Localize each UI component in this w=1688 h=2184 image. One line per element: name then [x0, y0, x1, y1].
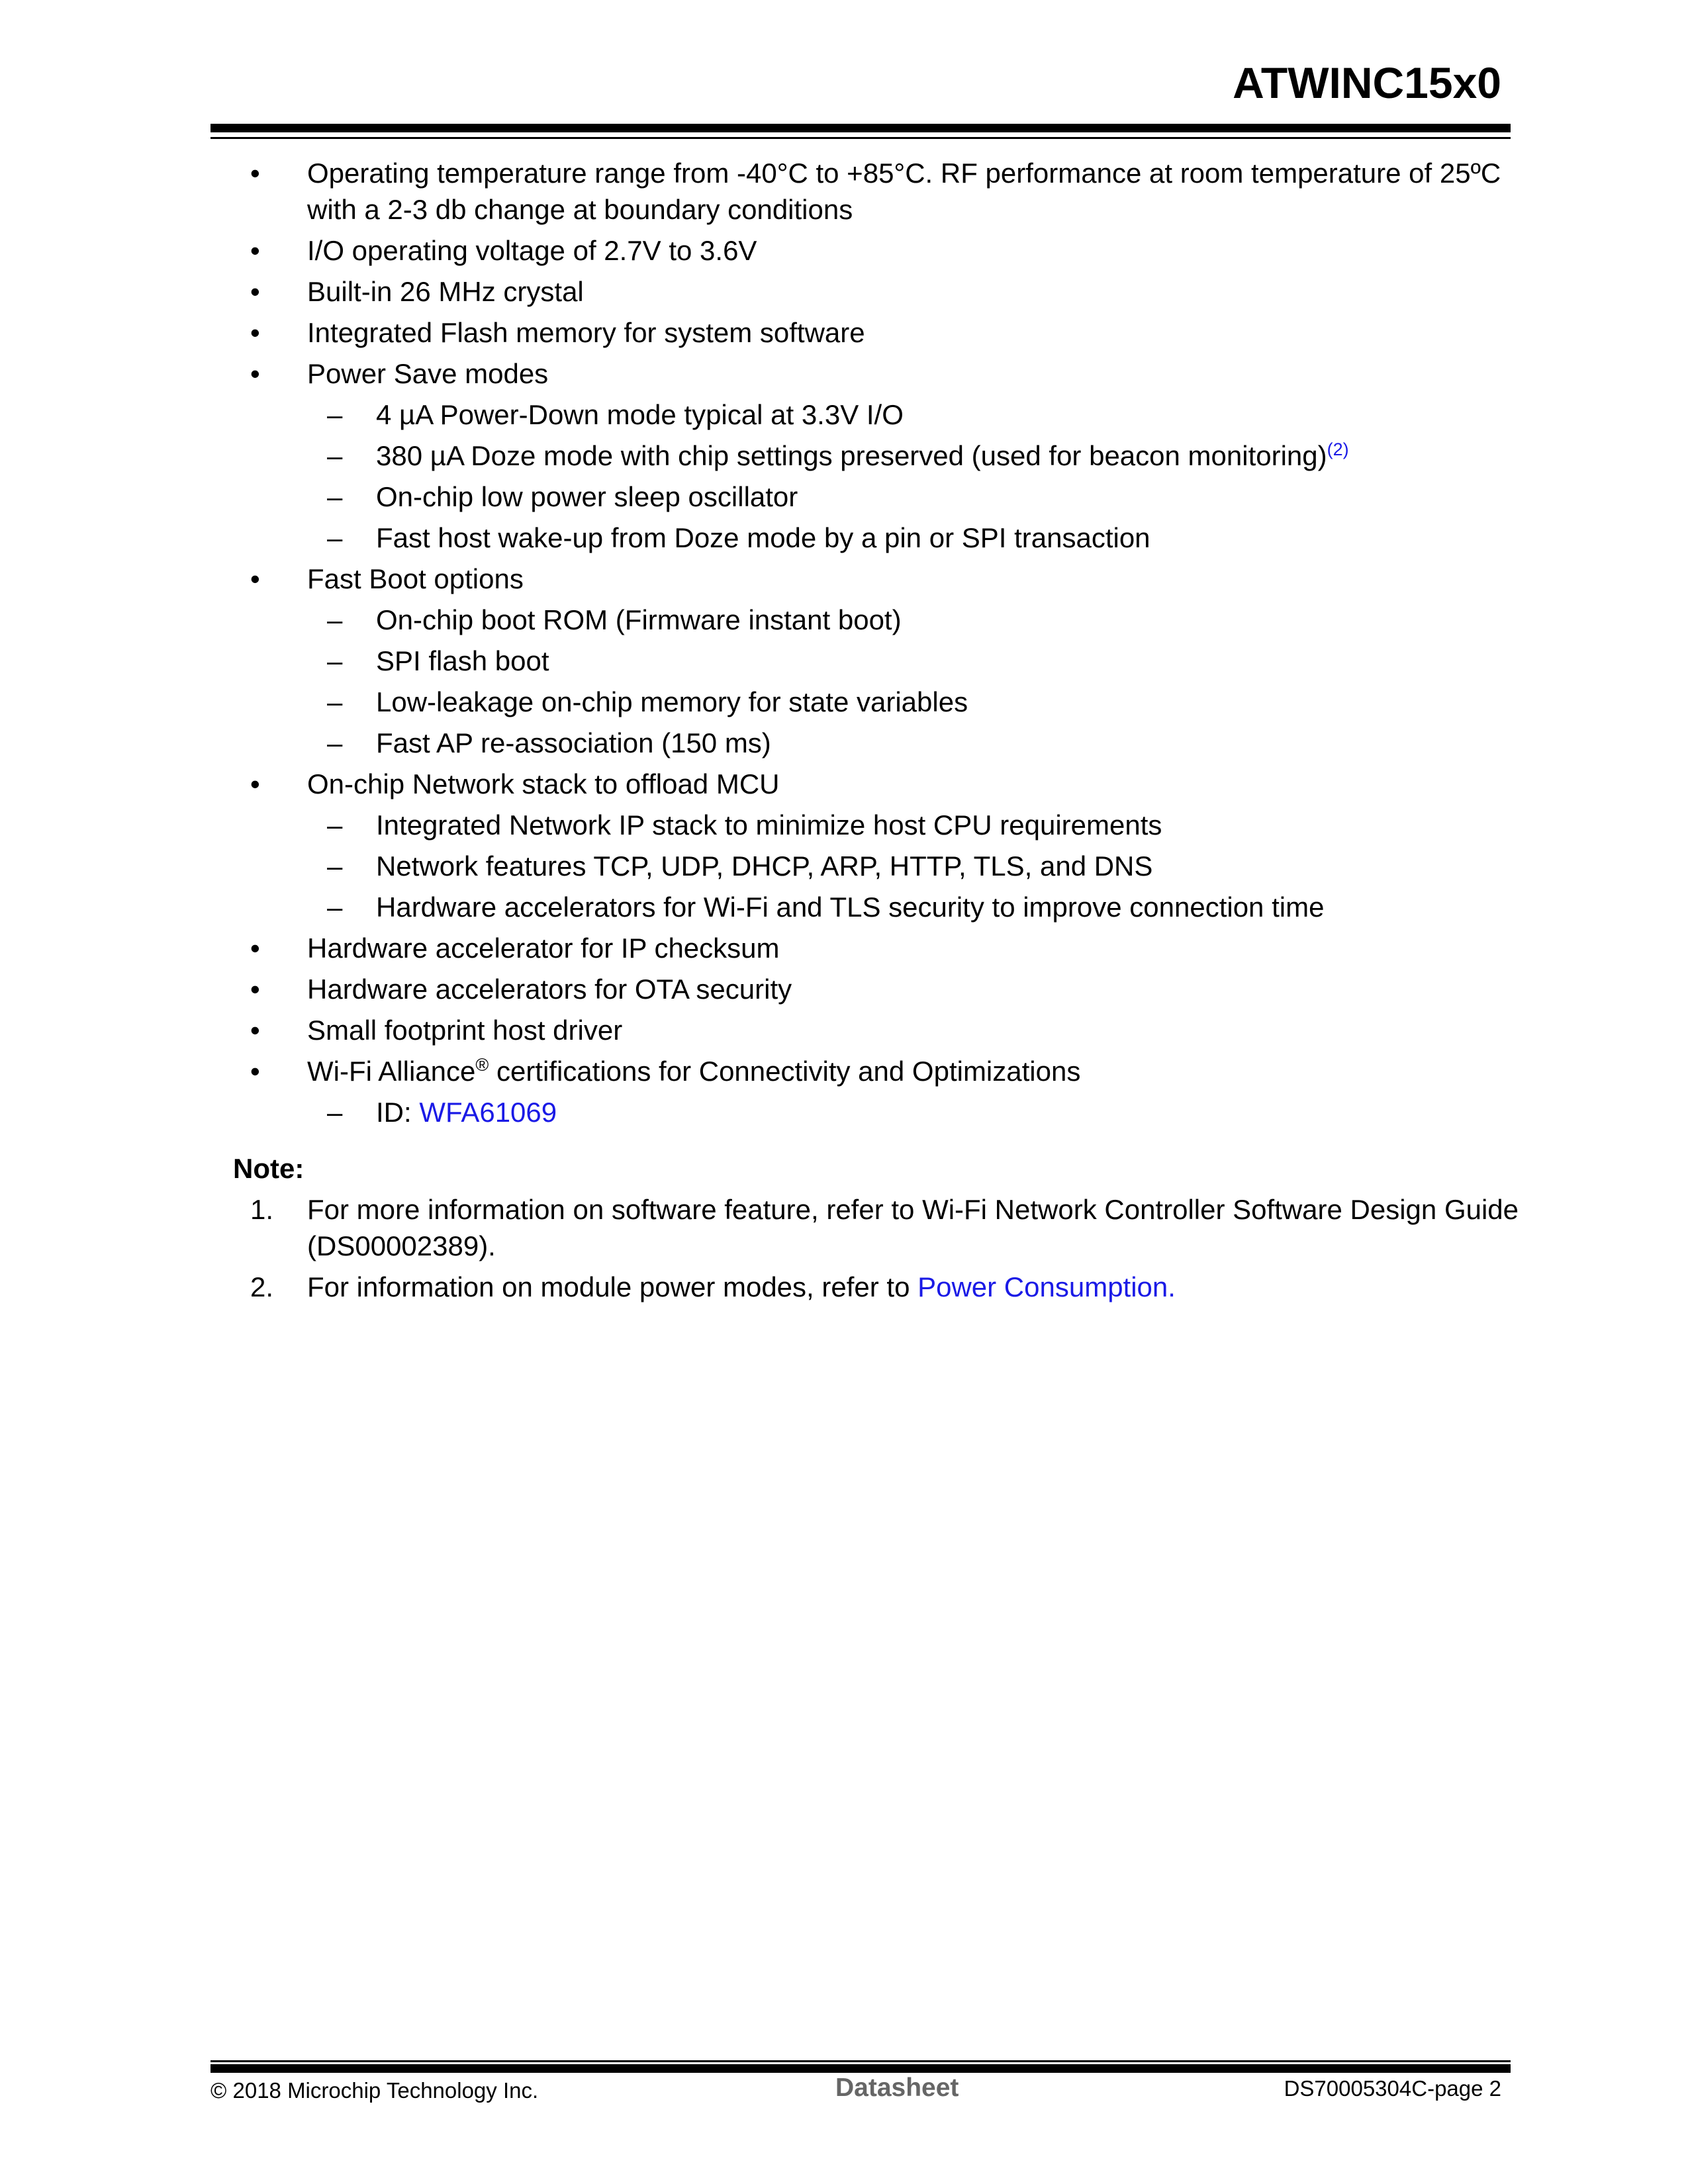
sub-feature-text: 380 µA Doze mode with chip settings preserved (used for beacon monitoring) — [376, 440, 1327, 471]
footnote-ref-link[interactable]: (2) — [1327, 439, 1349, 459]
note-heading: Note: — [233, 1153, 305, 1184]
sub-feature-text: Fast host wake-up from Doze mode by a pin or SPI transaction — [376, 522, 1150, 553]
bullet-marker: • — [250, 768, 260, 799]
list-item — [233, 1012, 1544, 1048]
document-title: ATWINC15x0 — [1233, 58, 1501, 107]
sub-list-item — [233, 1094, 1544, 1130]
dash-marker: – — [327, 481, 343, 512]
sub-list-item — [233, 643, 1544, 679]
bullet-marker: • — [250, 235, 260, 266]
sub-list-item — [233, 437, 1544, 474]
sub-list-item — [233, 602, 1544, 638]
feature-text: On-chip Network stack to offload MCU — [307, 768, 780, 799]
dash-marker: – — [327, 440, 343, 471]
sub-list-item — [233, 478, 1544, 515]
dash-marker: – — [327, 727, 343, 758]
dash-marker: – — [327, 645, 343, 676]
sub-feature-text: SPI flash boot — [376, 645, 549, 676]
list-item — [233, 561, 1544, 597]
dash-marker: – — [327, 399, 343, 430]
feature-text: Built-in 26 MHz crystal — [307, 276, 584, 307]
sub-list-item — [233, 396, 1544, 433]
registered-mark: ® — [475, 1055, 489, 1075]
feature-text: Integrated Flash memory for system software — [307, 317, 865, 348]
feature-text: Operating temperature range from -40°C to +85°C. RF performance at room temperature of 25ºC with a 2-3 db change at boundary conditions — [307, 158, 1501, 225]
sub-list-item — [233, 889, 1544, 925]
feature-text: Small footprint host driver — [307, 1015, 623, 1046]
dash-marker: – — [327, 1097, 343, 1128]
feature-text: Wi-Fi Alliance — [307, 1056, 476, 1087]
sub-feature-text: Low-leakage on-chip memory for state variables — [376, 686, 968, 717]
bullet-marker: • — [250, 276, 260, 307]
sub-feature-text: Integrated Network IP stack to minimize host CPU requirements — [376, 809, 1162, 841]
sub-feature-text: On-chip boot ROM (Firmware instant boot) — [376, 604, 902, 635]
bullet-marker: • — [250, 1015, 260, 1046]
bullet-marker: • — [250, 1056, 260, 1087]
feature-text: Fast Boot options — [307, 563, 524, 594]
sub-list-item — [233, 848, 1544, 884]
dash-marker: – — [327, 604, 343, 635]
feature-text: I/O operating voltage of 2.7V to 3.6V — [307, 235, 757, 266]
feature-text: Hardware accelerator for IP checksum — [307, 933, 780, 964]
note-item — [233, 1269, 1544, 1305]
dash-marker: – — [327, 686, 343, 717]
footer-page-ref: DS70005304C-page 2 — [1284, 2076, 1501, 2101]
sub-feature-text: Network features TCP, UDP, DHCP, ARP, HTTP, TLS, and DNS — [376, 850, 1153, 882]
sub-list-item — [233, 520, 1544, 556]
note-text: For information on module power modes, refer to — [307, 1271, 918, 1302]
bullet-marker: • — [250, 974, 260, 1005]
feature-content — [233, 155, 1544, 1310]
footer-doc-type: Datasheet — [835, 2073, 959, 2102]
dash-marker: – — [327, 850, 343, 882]
list-item — [233, 971, 1544, 1007]
sub-list-item — [233, 807, 1544, 843]
note-number: 2. — [250, 1271, 274, 1302]
list-item — [233, 155, 1544, 228]
header-rule-thick — [211, 124, 1511, 132]
power-consumption-link[interactable]: Power Consumption. — [917, 1271, 1176, 1302]
list-item — [233, 273, 1544, 310]
footer-rule-thick — [211, 2064, 1511, 2073]
header-rule-thin — [211, 137, 1511, 139]
list-item — [233, 314, 1544, 351]
note-number: 1. — [250, 1194, 274, 1225]
sub-list-item — [233, 725, 1544, 761]
bullet-marker: • — [250, 358, 260, 389]
footer-copyright: © 2018 Microchip Technology Inc. — [211, 2078, 539, 2103]
list-item — [233, 930, 1544, 966]
list-item — [233, 766, 1544, 802]
footer-rule-thin — [211, 2060, 1511, 2062]
sub-feature-text: Hardware accelerators for Wi-Fi and TLS security to improve connection time — [376, 891, 1325, 923]
certification-id-label: ID: — [376, 1097, 420, 1128]
bullet-marker: • — [250, 933, 260, 964]
note-text: For more information on software feature, refer to Wi-Fi Network Controller Software Design Guide (DS00002389). — [307, 1194, 1519, 1261]
feature-text: Hardware accelerators for OTA security — [307, 974, 792, 1005]
bullet-marker: • — [250, 317, 260, 348]
feature-text: Power Save modes — [307, 358, 549, 389]
note-item — [233, 1191, 1544, 1264]
bullet-marker: • — [250, 563, 260, 594]
wfa-certification-link[interactable]: WFA61069 — [419, 1097, 557, 1128]
sub-feature-text: Fast AP re-association (150 ms) — [376, 727, 771, 758]
feature-text: certifications for Connectivity and Optimizations — [489, 1056, 1081, 1087]
sub-feature-text: 4 µA Power-Down mode typical at 3.3V I/O — [376, 399, 904, 430]
sub-feature-text: On-chip low power sleep oscillator — [376, 481, 798, 512]
bullet-marker: • — [250, 158, 260, 189]
dash-marker: – — [327, 809, 343, 841]
list-item — [233, 355, 1544, 392]
dash-marker: – — [327, 891, 343, 923]
list-item — [233, 232, 1544, 269]
dash-marker: – — [327, 522, 343, 553]
list-item — [233, 1053, 1544, 1089]
sub-list-item — [233, 684, 1544, 720]
